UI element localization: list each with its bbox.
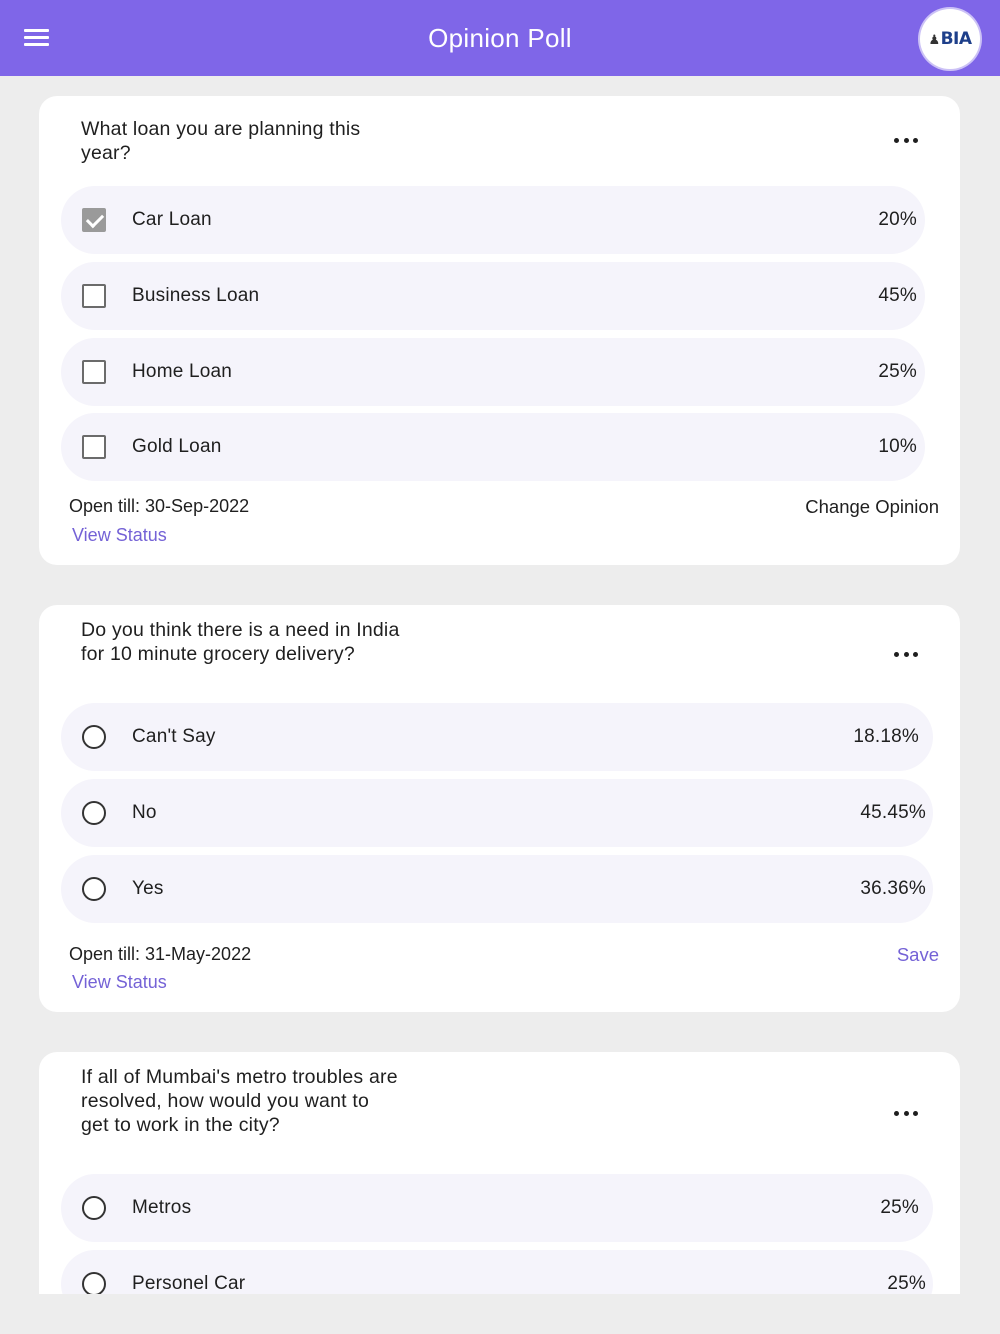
poll-option[interactable]	[61, 262, 925, 330]
bia-logo[interactable]: ♟BIA	[920, 9, 980, 69]
poll-option[interactable]	[61, 413, 925, 481]
hamburger-menu-icon[interactable]	[24, 29, 49, 49]
option-percent: 45%	[878, 285, 917, 306]
radio-button[interactable]	[82, 1272, 106, 1294]
change-opinion-button[interactable]: Change Opinion	[805, 496, 939, 517]
poll-option[interactable]	[61, 779, 933, 847]
poll-option[interactable]	[61, 186, 925, 254]
option-percent: 18.18%	[853, 726, 919, 747]
option-percent: 25%	[878, 361, 917, 382]
poll-card	[39, 1052, 960, 1294]
option-label: Yes	[132, 878, 164, 899]
option-percent: 25%	[887, 1273, 926, 1294]
view-status-link[interactable]: View Status	[72, 972, 167, 992]
more-options-icon[interactable]	[894, 650, 918, 658]
poll-card	[39, 96, 960, 565]
radio-button[interactable]	[82, 801, 106, 825]
radio-button[interactable]	[82, 1196, 106, 1220]
option-percent: 36.36%	[860, 878, 926, 899]
poll-question: Do you think there is a need in India for 10 minute grocery delivery?	[81, 619, 400, 665]
more-options-icon[interactable]	[894, 136, 918, 144]
option-label: Gold Loan	[132, 436, 222, 457]
option-label: Metros	[132, 1197, 192, 1218]
app-bar	[0, 0, 1000, 76]
checkbox[interactable]	[82, 284, 106, 308]
page-title: Opinion Poll	[428, 22, 572, 53]
option-percent: 25%	[880, 1197, 919, 1218]
poll-card	[39, 605, 960, 1012]
open-till-date: Open till: 30-Sep-2022	[69, 496, 250, 516]
poll-question: If all of Mumbai's metro troubles are resolved, how would you want to get to work in the city?	[81, 1066, 398, 1136]
checkbox[interactable]	[82, 435, 106, 459]
view-status-link[interactable]: View Status	[72, 525, 167, 545]
open-till-date: Open till: 31-May-2022	[69, 944, 252, 964]
option-percent: 10%	[878, 436, 917, 457]
poll-option[interactable]	[61, 855, 933, 923]
option-label: Can't Say	[132, 726, 216, 747]
radio-button[interactable]	[82, 877, 106, 901]
option-label: Business Loan	[132, 285, 260, 306]
option-percent: 20%	[878, 209, 917, 230]
option-label: Personel Car	[132, 1273, 246, 1294]
save-button[interactable]: Save	[896, 944, 939, 965]
poll-question: What loan you are planning this year?	[81, 118, 361, 164]
option-label: Car Loan	[132, 209, 212, 230]
poll-option[interactable]	[61, 1174, 933, 1242]
option-label: No	[132, 802, 157, 823]
more-options-icon[interactable]	[894, 1109, 918, 1117]
bottom-safe-area	[0, 1294, 1000, 1334]
option-label: Home Loan	[132, 361, 233, 382]
poll-list[interactable]	[0, 76, 1000, 1294]
option-percent: 45.45%	[860, 802, 926, 823]
poll-option[interactable]	[61, 338, 925, 406]
checkbox[interactable]	[82, 360, 106, 384]
radio-button[interactable]	[82, 725, 106, 749]
logo-text: BIA	[940, 29, 972, 49]
poll-option[interactable]	[61, 703, 933, 771]
checkbox-checked[interactable]	[82, 208, 106, 232]
poll-option[interactable]	[61, 1250, 933, 1294]
